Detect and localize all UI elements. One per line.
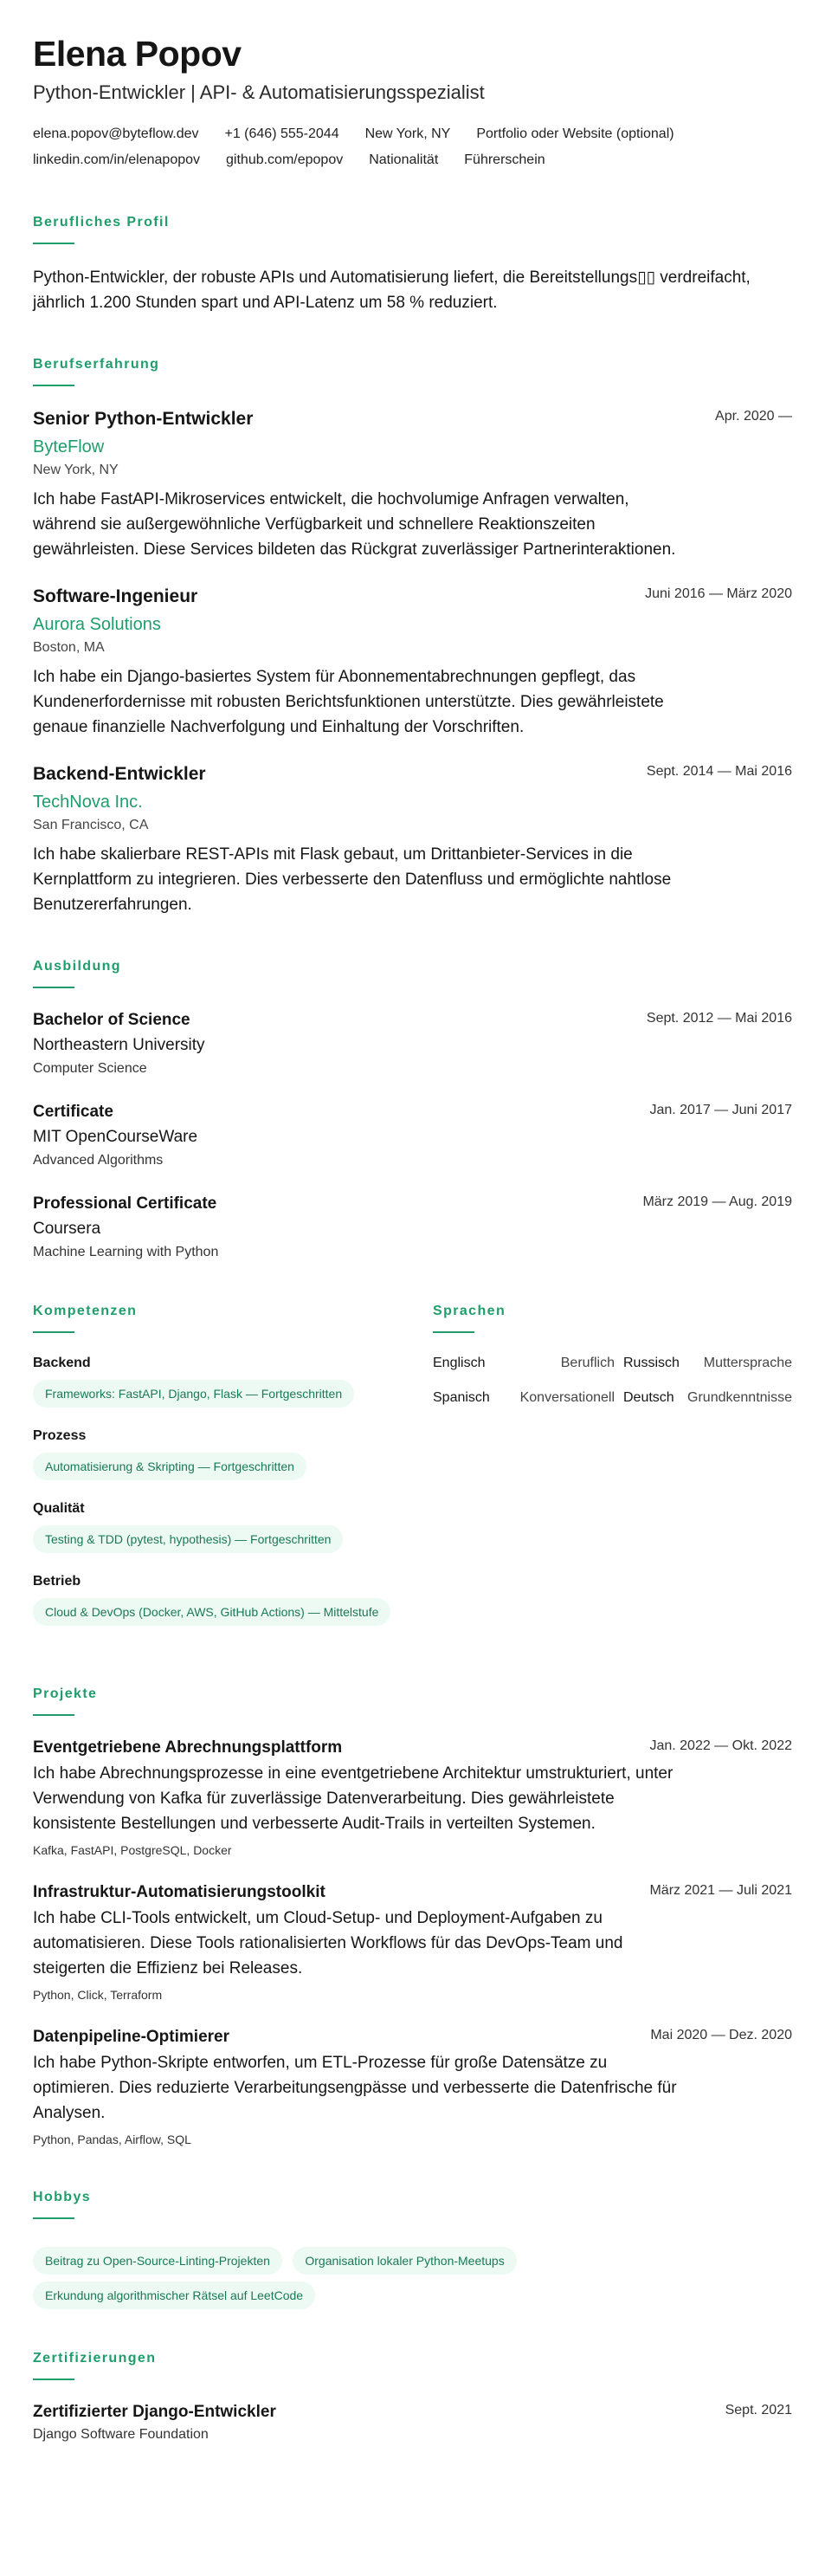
job-company: Aurora Solutions — [33, 615, 161, 634]
education-entry — [33, 1009, 792, 1078]
language-name: Englisch — [433, 1356, 486, 1370]
certification-entry — [33, 2401, 792, 2444]
education-date: Jan. 2017 — Juni 2017 — [649, 1103, 792, 1117]
contact-location: New York, NY — [364, 126, 451, 141]
section-title: Berufserfahrung — [33, 357, 160, 372]
job-date: Sept. 2014 — Mai 2016 — [646, 764, 792, 779]
project-entry — [33, 2026, 792, 2148]
language-row — [433, 1354, 792, 1373]
job-location: New York, NY — [33, 463, 119, 477]
section-divider — [33, 2379, 74, 2380]
language-name: Russisch — [623, 1356, 680, 1370]
language-row — [433, 1388, 792, 1408]
project-entry — [33, 1881, 792, 2003]
job-company: ByteFlow — [33, 437, 105, 456]
skill-pill: Automatisierung & Skripting — Fortgeschritten — [33, 1453, 306, 1480]
job-description: Ich habe FastAPI-Mikroservices entwickelt, die hochvolumige Anfragen verwalten, während sie außergewöhnliche Verfügbarkeit und schnellere Reaktionszeiten gewährleisten. Diese Services bildeten das Rückgrat zuverlässiger Partnerinteraktionen. — [33, 490, 676, 559]
project-date: März 2021 — Juli 2021 — [649, 1883, 792, 1898]
contact-github[interactable]: github.com/epopov — [226, 152, 344, 167]
language-name: Deutsch — [623, 1390, 674, 1405]
section-title: Hobbys — [33, 2190, 92, 2204]
section-title: Kompetenzen — [33, 1304, 138, 1318]
skill-category: Backend — [33, 1356, 91, 1370]
job-title: Senior Python-Entwickler — [33, 409, 254, 429]
resume-header — [33, 33, 792, 173]
project-entry — [33, 1737, 792, 1859]
project-tech: Python, Pandas, Airflow, SQL — [33, 2133, 191, 2146]
language-item — [623, 1354, 792, 1373]
languages-column — [433, 1304, 792, 1645]
education-degree: Bachelor of Science — [33, 1011, 190, 1029]
contact-email[interactable]: elena.popov@byteflow.dev — [33, 126, 199, 141]
skill-group — [33, 1572, 433, 1626]
hobby-list — [33, 2240, 622, 2309]
section-title: Projekte — [33, 1686, 98, 1701]
language-level: Konversationell — [519, 1390, 615, 1405]
section-divider — [433, 1331, 474, 1333]
skill-pill: Frameworks: FastAPI, Django, Flask — Fortgeschritten — [33, 1380, 354, 1408]
profile-summary: Python-Entwickler, der robuste APIs und Automatisierung liefert, die Bereitstellungs▯▯ verdreifacht, jährlich 1.200 Stunden spart und API-Latenz um 58 % reduziert. — [33, 269, 751, 312]
language-level: Grundkenntnisse — [687, 1390, 792, 1405]
certification-title: Zertifizierter Django-Entwickler — [33, 2403, 276, 2421]
education-field: Computer Science — [33, 1061, 147, 1076]
job-date: Apr. 2020 — — [715, 409, 792, 424]
hobby-pill: Beitrag zu Open-Source-Linting-Projekten — [33, 2247, 282, 2275]
project-description: Ich habe Abrechnungsprozesse in eine eventgetriebene Architektur umstrukturiert, unter Verwendung von Kafka für zuverlässige Datenverarbeitung. Dies gewährleistete konsistente Bestellungen und verbesserte Audit-Trails in verteilten Systemen. — [33, 1764, 674, 1833]
job-date: Juni 2016 — März 2020 — [645, 586, 792, 601]
section-title: Ausbildung — [33, 959, 121, 974]
education-school: Coursera — [33, 1220, 101, 1238]
contact-nationality: Nationalität — [369, 152, 439, 167]
skill-category: Prozess — [33, 1428, 87, 1443]
skill-pill: Cloud & DevOps (Docker, AWS, GitHub Actions) — Mittelstufe — [33, 1598, 390, 1626]
project-title: Infrastruktur-Automatisierungstoolkit — [33, 1883, 325, 1901]
education-school: Northeastern University — [33, 1036, 205, 1054]
certification-date: Sept. 2021 — [725, 2403, 792, 2417]
education-entry — [33, 1193, 792, 1262]
contact-linkedin[interactable]: linkedin.com/in/elenapopov — [33, 152, 201, 167]
language-level: Beruflich — [560, 1356, 615, 1370]
section-title: Berufliches Profil — [33, 215, 170, 230]
project-title: Datenpipeline-Optimierer — [33, 2028, 229, 2046]
language-level: Muttersprache — [703, 1356, 792, 1370]
project-tech: Python, Click, Terraform — [33, 1988, 163, 2002]
section-divider — [33, 2217, 74, 2219]
skill-group — [33, 1499, 433, 1553]
job-company: TechNova Inc. — [33, 793, 143, 812]
contact-portfolio[interactable]: Portfolio oder Website (optional) — [476, 126, 674, 141]
hobby-pill: Organisation lokaler Python-Meetups — [293, 2247, 516, 2275]
language-item — [433, 1388, 623, 1408]
contact-license: Führerschein — [464, 152, 545, 167]
projects-section — [33, 1686, 792, 2148]
job-description: Ich habe skalierbare REST-APIs mit Flask gebaut, um Drittanbieter-Services in die Kernplattform zu integrieren. Dies verbesserte den Datenfluss und ermöglichte nahtlose Benutzererfahrungen. — [33, 845, 672, 914]
education-section — [33, 959, 792, 1262]
education-date: Sept. 2012 — Mai 2016 — [646, 1011, 792, 1026]
profile-section — [33, 215, 792, 315]
skills-column — [33, 1304, 433, 1645]
skills-languages-section — [33, 1304, 792, 1645]
hobby-pill: Erkundung algorithmischer Rätsel auf LeetCode — [33, 2282, 315, 2309]
job-description: Ich habe ein Django-basiertes System für Abonnementabrechnungen gepflegt, das Kundenerfordernisse mit robusten Berichtsfunktionen unterstützte. Dies gewährleistete genaue finanzielle Nachverfolgung und Einhaltung der Vorschriften. — [33, 668, 664, 736]
education-degree: Professional Certificate — [33, 1194, 217, 1213]
project-tech: Kafka, FastAPI, PostgreSQL, Docker — [33, 1843, 232, 1857]
job-location: San Francisco, CA — [33, 818, 149, 832]
skill-category: Betrieb — [33, 1574, 81, 1589]
section-divider — [33, 1331, 74, 1333]
section-divider — [33, 385, 74, 386]
language-item — [623, 1388, 792, 1408]
education-field: Machine Learning with Python — [33, 1245, 219, 1259]
project-title: Eventgetriebene Abrechnungsplattform — [33, 1738, 343, 1757]
hobbies-section — [33, 2190, 792, 2309]
section-divider — [33, 1714, 74, 1716]
skill-category: Qualität — [33, 1501, 85, 1516]
job-location: Boston, MA — [33, 640, 105, 655]
skill-group — [33, 1427, 433, 1480]
education-entry — [33, 1101, 792, 1170]
experience-section — [33, 357, 792, 917]
skill-pill: Testing & TDD (pytest, hypothesis) — Fortgeschritten — [33, 1525, 343, 1553]
job-title: Backend-Entwickler — [33, 764, 206, 784]
project-date: Mai 2020 — Dez. 2020 — [650, 2028, 792, 2042]
contact-list — [33, 121, 792, 173]
education-school: MIT OpenCourseWare — [33, 1128, 198, 1146]
project-description: Ich habe CLI-Tools entwickelt, um Cloud-Setup- und Deployment-Aufgaben zu automatisieren. Diese Tools rationalisierten Workflows für das DevOps-Team und steigerten die Effizienz bei Releases. — [33, 1909, 623, 1977]
education-degree: Certificate — [33, 1103, 113, 1121]
experience-entry — [33, 762, 792, 917]
section-title: Zertifizierungen — [33, 2351, 157, 2366]
job-title: Software-Ingenieur — [33, 586, 198, 606]
project-date: Jan. 2022 — Okt. 2022 — [649, 1738, 792, 1753]
certifications-section — [33, 2351, 792, 2444]
section-title: Sprachen — [433, 1304, 506, 1318]
language-item — [433, 1354, 623, 1373]
section-divider — [33, 243, 74, 244]
experience-entry — [33, 407, 792, 562]
section-divider — [33, 987, 74, 988]
candidate-title: Python-Entwickler | API- & Automatisierungsspezialist — [33, 81, 485, 103]
language-name: Spanisch — [433, 1390, 490, 1405]
certification-issuer: Django Software Foundation — [33, 2427, 209, 2442]
education-date: März 2019 — Aug. 2019 — [642, 1194, 792, 1209]
skill-group — [33, 1354, 433, 1408]
candidate-name: Elena Popov — [33, 34, 242, 74]
project-description: Ich habe Python-Skripte entworfen, um ETL-Prozesse für große Datensätze zu optimieren. Dies reduzierte Verarbeitungsengpässe und verbesserte die Datenfrische für Analysen. — [33, 2054, 677, 2122]
education-field: Advanced Algorithms — [33, 1153, 164, 1168]
experience-entry — [33, 585, 792, 740]
contact-phone[interactable]: +1 (646) 555-2044 — [224, 126, 339, 141]
